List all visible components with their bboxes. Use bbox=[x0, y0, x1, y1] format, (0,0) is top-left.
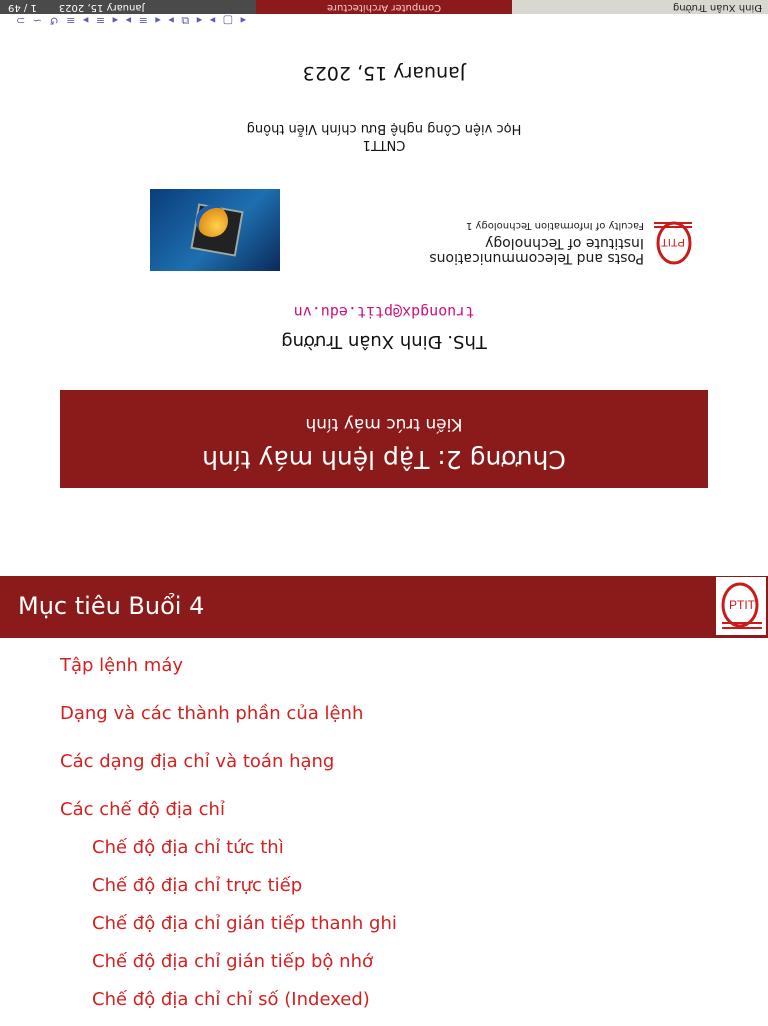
slide2-title: Mục tiêu Buổi 4 bbox=[18, 592, 205, 620]
objectives-list bbox=[60, 654, 397, 1026]
institute-name: Học viện Công nghệ Bưu chính Viễn thông bbox=[246, 121, 522, 136]
sub-list-item: Chế độ địa chỉ tức thì bbox=[92, 837, 284, 858]
globe-icon bbox=[196, 205, 228, 237]
ptit-logo bbox=[396, 202, 696, 284]
list-item: Tập lệnh máy bbox=[60, 655, 184, 676]
ptit-emblem-icon bbox=[716, 577, 766, 635]
beamer-nav-icons[interactable]: ◂ ▢ ▸ ◂ ⧉ ▸ ◂ ≡ ▸ ◂ ≡ ▸ ≡ ↺ ∽ ⊃ bbox=[14, 14, 247, 27]
ptit-emblem-text: PTIT bbox=[661, 236, 685, 248]
slide-header bbox=[0, 576, 768, 638]
cpu-chip-image bbox=[150, 189, 280, 271]
sub-list-item: Chế độ địa chỉ gián tiếp bộ nhớ bbox=[92, 951, 373, 972]
sub-list-item: Chế độ địa chỉ chỉ số (Indexed) bbox=[92, 989, 370, 1010]
author-name: ThS. Đinh Xuân Trường bbox=[281, 331, 487, 352]
sub-list-item: Chế độ địa chỉ gián tiếp thanh ghi bbox=[92, 913, 397, 934]
author-email[interactable]: truongdx@ptit.edu.vn bbox=[293, 303, 475, 321]
ptit-logo-text bbox=[429, 221, 644, 266]
ptit-small-emblem-text: PTIT bbox=[729, 598, 755, 612]
footer-page: 1 / 49 bbox=[8, 2, 37, 13]
slide-subtitle: Kiến trúc máy tính bbox=[305, 414, 463, 434]
list-item: Các chế độ địa chỉ bbox=[60, 799, 225, 820]
slide-footer bbox=[0, 0, 768, 14]
footer-right bbox=[0, 0, 256, 14]
sub-list-item: Chế độ địa chỉ trực tiếp bbox=[92, 875, 303, 896]
faculty-name: Faculty of Information Technology 1 bbox=[465, 220, 644, 232]
footer-date: January 15, 2023 bbox=[58, 2, 145, 13]
presentation-date: January 15, 2023 bbox=[302, 62, 466, 84]
department: CNTT1 bbox=[362, 137, 406, 152]
ptit-emblem-icon bbox=[650, 215, 696, 271]
footer-course: Computer Architecture bbox=[256, 0, 512, 14]
ptit-name-line1: Posts and Telecommunications bbox=[429, 250, 644, 267]
footer-author: Đinh Xuân Trường bbox=[512, 0, 768, 14]
list-item: Dạng và các thành phần của lệnh bbox=[60, 703, 364, 724]
title-banner bbox=[60, 390, 708, 488]
ptit-small-logo bbox=[716, 577, 766, 635]
ptit-name-line2: Institute of Technology bbox=[485, 235, 644, 252]
objectives-slide bbox=[0, 576, 768, 1024]
list-item: Các dạng địa chỉ và toán hạng bbox=[60, 751, 335, 772]
slide-title: Chương 2: Tập lệnh máy tính bbox=[202, 445, 566, 474]
